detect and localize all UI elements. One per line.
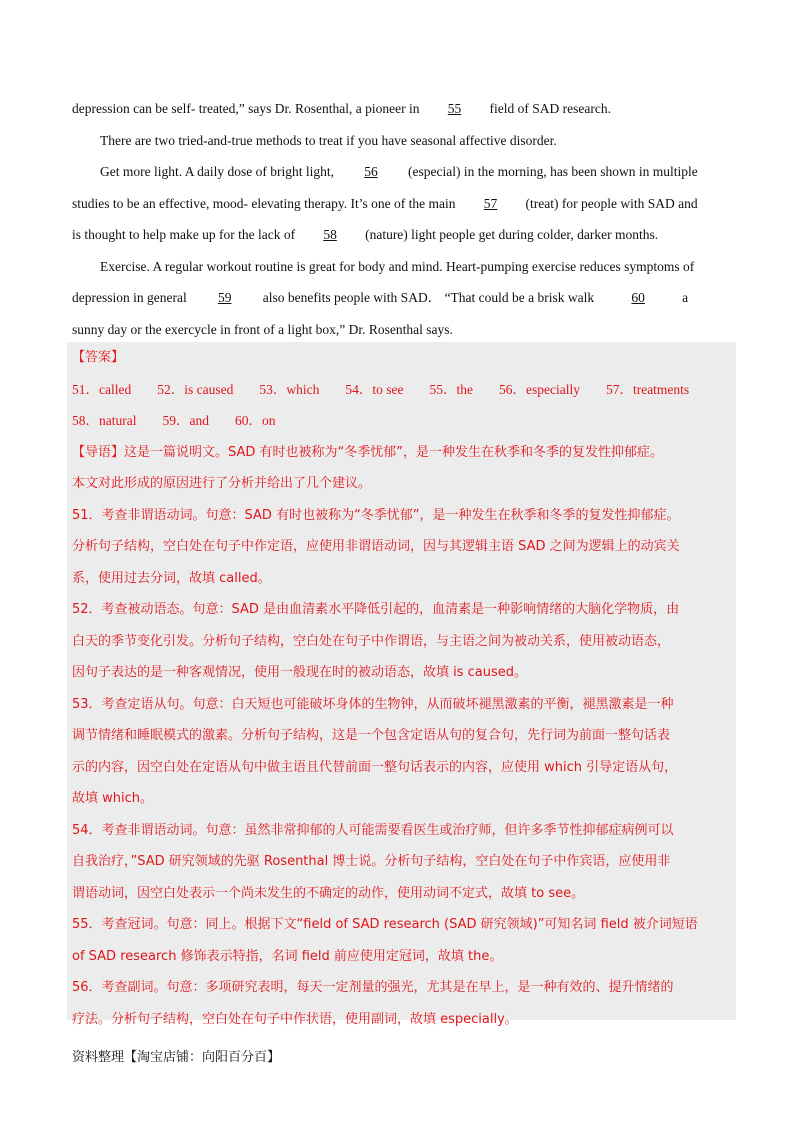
blank-58: 58 — [323, 227, 337, 242]
explanation-53-line: 故填 which。 — [72, 791, 154, 806]
explanation-53-line: 示的内容，因空白处在定语从句中做主语且代替前面一整句话表示的内容，应使用 which 引导定语从句， — [72, 759, 678, 775]
passage-text — [72, 93, 728, 345]
answer-key: 58．natural — [72, 413, 137, 428]
explanation-55-line: of SAD research 修饰表示特指，名词 field 前应使用定冠词，故填 the。 — [72, 948, 503, 964]
passage-line: sunny day or the exercycle in front of a light box,” Dr. Rosenthal says. — [72, 321, 453, 337]
explanation-55-line: 55．考查冠词。句意：同上。根据下文“field of SAD research (SAD 研究领域)”可知名词 field 被介词短语 — [72, 917, 698, 932]
explanation-54-line: 谓语动词，因空白处表示一个尚未发生的不确定的动作，使用动词不定式，故填 to see。 — [72, 885, 585, 901]
explanation-53-line: 调节情绪和睡眠模式的激素。分析句子结构，这是一个包含定语从句的复合句，先行词为前面一整句话表 — [72, 728, 671, 743]
explanation-51-line: 51．考查非谓语动词。句意：SAD 有时也被称为“冬季忧郁”，是一种发生在秋季和冬季的复发性抑郁症。 — [72, 507, 680, 523]
answer-key: 55．the — [429, 381, 473, 397]
explanation-54-line: 54．考查非谓语动词。句意：虽然非常抑郁的人可能需要看医生或治疗师，但许多季节性抑郁症病例可以 — [72, 822, 674, 838]
explanation-52-line: 因句子表达的是一种客观情况，使用一般现在时的被动语态，故填 is caused。 — [72, 665, 528, 680]
explanation-56-line: 疗法。分析句子结构，空白处在句子中作状语，使用副词，故填 especially。 — [72, 1011, 518, 1027]
explanation-52-line: 白天的季节变化引发。分析句子结构，空白处在句子中作谓语，与主语之间为被动关系，使用被动语态， — [72, 633, 671, 649]
passage-line: There are two tried-and-true methods to treat if you have seasonal affective disorder. — [100, 132, 557, 148]
answer-key: 60．on — [234, 413, 276, 428]
page-footer: 资料整理【淘宝店铺：向阳百分百】 — [72, 1050, 281, 1065]
answer-key: 52．is caused — [157, 381, 234, 397]
answer-key: 54．to see — [345, 381, 404, 397]
answer-section — [72, 342, 736, 1035]
blank-57: 57 — [483, 195, 498, 211]
intro-line: 【导语】这是一篇说明文。SAD 有时也被称为“冬季忧郁”，是一种发生在秋季和冬季的复发性抑郁症。 — [72, 444, 663, 460]
passage-line: depression in general 59 also benefits people with SAD． “That could be a brisk walk 60 a — [72, 282, 728, 314]
blank-60: 60 — [631, 290, 645, 305]
passage-line: Get more light. A daily dose of bright light, 56 (especial) in the morning, has been shown in multiple — [72, 156, 728, 188]
answer-key-row — [72, 374, 736, 406]
explanation-56-line: 56．考查副词。句意：多项研究表明，每天一定剂量的强光，尤其是在早上，是一种有效的、提升情绪的 — [72, 980, 674, 995]
answer-key: 57．treatments — [605, 381, 690, 397]
answer-key: 56．especially — [498, 381, 580, 397]
answer-key: 59．and — [162, 413, 209, 428]
passage-line: studies to be an effective, mood- elevating therapy. It’s one of the main 57 (treat) for people with SAD and — [72, 188, 728, 220]
passage-line: is thought to help make up for the lack of 58 (nature) light people get during colder, darker months. — [72, 219, 728, 251]
blank-56: 56 — [364, 164, 378, 179]
intro-line: 本文对此形成的原因进行了分析并给出了几个建议。 — [72, 476, 372, 491]
answer-key: 53．which — [259, 381, 320, 397]
explanation-54-line: 自我治疗，”SAD 研究领域的先驱 Rosenthal 博士说。分析句子结构，空白处在句子中作宾语，应使用非 — [72, 854, 671, 869]
blank-59: 59 — [217, 290, 232, 305]
passage-line: Exercise. A regular workout routine is great for body and mind. Heart-pumping exercise reduces symptoms of — [100, 258, 695, 274]
answer-key: 51．called — [72, 381, 132, 397]
blank-55: 55 — [447, 101, 462, 116]
explanation-51-line: 分析句子结构，空白处在句子中作定语，应使用非谓语动词，因与其逻辑主语 SAD 之间为逻辑上的动宾关 — [72, 539, 680, 554]
explanation-53-line: 53．考查定语从句。句意：白天短也可能破坏身体的生物钟，从而破坏褪黑激素的平衡，褪黑激素是一种 — [72, 696, 674, 712]
explanation-51-line: 系，使用过去分词，故填 called。 — [72, 570, 271, 586]
answer-heading: 【答案】 — [72, 350, 125, 365]
passage-line: depression can be self- treated,” says Dr. Rosenthal, a pioneer in 55 field of SAD research. — [72, 93, 728, 125]
explanation-52-line: 52．考查被动语态。句意：SAD 是由血清素水平降低引起的，血清素是一种影响情绪的大脑化学物质，由 — [72, 602, 680, 617]
answer-key-row — [72, 405, 736, 437]
